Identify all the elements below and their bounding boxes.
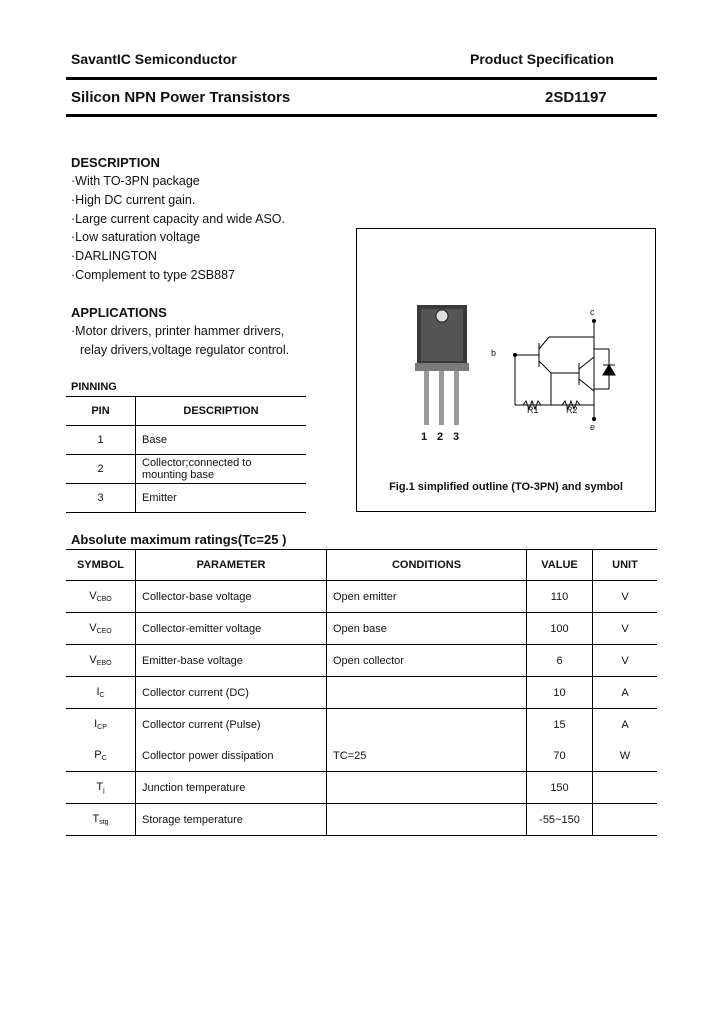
pinning-title: PINNING bbox=[71, 381, 117, 393]
symbol-subscript: stg bbox=[99, 819, 109, 826]
unit bbox=[593, 804, 658, 836]
parameter: Collector current (Pulse) bbox=[136, 709, 327, 741]
applications-title: APPLICATIONS bbox=[71, 305, 167, 320]
figure-caption: Fig.1 simplified outline (TO-3PN) and symbol bbox=[389, 481, 623, 493]
pinning-header-description: DESCRIPTION bbox=[136, 397, 307, 426]
symbol: I bbox=[96, 686, 100, 698]
unit: V bbox=[593, 613, 658, 645]
symbol: V bbox=[89, 654, 97, 666]
emitter-label: e bbox=[590, 422, 596, 432]
pin-description: Base bbox=[136, 426, 307, 455]
conditions: Open base bbox=[327, 613, 527, 645]
part-number: 2SD1197 bbox=[545, 89, 607, 106]
pin-number-2: 2 bbox=[437, 431, 444, 443]
table-row bbox=[66, 804, 657, 836]
symbol-subscript: CEO bbox=[96, 628, 112, 635]
pin-number: 2 bbox=[66, 455, 136, 484]
table-row bbox=[66, 677, 657, 709]
description-item: ·Complement to type 2SB887 bbox=[71, 267, 235, 282]
description-item: ·DARLINGTON bbox=[71, 249, 157, 264]
product-line: Silicon NPN Power Transistors bbox=[71, 89, 291, 106]
parameter: Collector-base voltage bbox=[136, 581, 327, 613]
value: 10 bbox=[527, 677, 593, 709]
header-symbol: SYMBOL bbox=[66, 550, 136, 581]
base-label: b bbox=[491, 348, 497, 358]
figure-box bbox=[356, 228, 656, 512]
value: 100 bbox=[527, 613, 593, 645]
value: 110 bbox=[527, 581, 593, 613]
package-lead bbox=[454, 371, 459, 425]
description-item: ·Low saturation voltage bbox=[71, 230, 201, 245]
symbol-subscript: j bbox=[103, 787, 105, 794]
table-row bbox=[66, 484, 306, 513]
table-row bbox=[66, 740, 657, 772]
header-rule-top bbox=[66, 77, 657, 80]
symbol-subscript: C bbox=[99, 692, 105, 699]
conditions: Open collector bbox=[327, 645, 527, 677]
conditions bbox=[327, 772, 527, 804]
parameter: Collector power dissipation bbox=[136, 740, 327, 772]
package-lead bbox=[424, 371, 429, 425]
unit: V bbox=[593, 645, 658, 677]
package-and-symbol-drawing bbox=[357, 229, 655, 511]
conditions: Open emitter bbox=[327, 581, 527, 613]
description-title: DESCRIPTION bbox=[71, 155, 160, 170]
ratings-table bbox=[66, 549, 657, 836]
pinning-header-pin: PIN bbox=[66, 397, 136, 426]
parameter: Collector-emitter voltage bbox=[136, 613, 327, 645]
r2-label: R2 bbox=[566, 405, 578, 415]
application-line: relay drivers,voltage regulator control. bbox=[80, 342, 290, 357]
header-unit: UNIT bbox=[593, 550, 658, 581]
symbol-subscript: CBO bbox=[96, 596, 112, 603]
parameter: Collector current (DC) bbox=[136, 677, 327, 709]
table-row bbox=[66, 645, 657, 677]
conditions bbox=[327, 677, 527, 709]
table-row bbox=[66, 581, 657, 613]
value: 15 bbox=[527, 709, 593, 741]
pinning-table bbox=[66, 396, 306, 513]
header-rule-bottom bbox=[66, 114, 657, 117]
header-conditions: CONDITIONS bbox=[327, 550, 527, 581]
symbol: V bbox=[89, 622, 97, 634]
pin-number-1: 1 bbox=[421, 431, 428, 443]
symbol-subscript: EBO bbox=[96, 660, 112, 667]
symbol: I bbox=[94, 718, 98, 730]
value: 150 bbox=[527, 772, 593, 804]
table-row bbox=[66, 426, 306, 455]
header-parameter: PARAMETER bbox=[136, 550, 327, 581]
symbol: T bbox=[96, 781, 104, 793]
parameter: Emitter-base voltage bbox=[136, 645, 327, 677]
table-row bbox=[66, 709, 657, 741]
conditions: TC=25 bbox=[327, 740, 527, 772]
unit: W bbox=[593, 740, 658, 772]
r1-label: R1 bbox=[527, 405, 539, 415]
description-list bbox=[71, 172, 285, 285]
symbol-subscript: CP bbox=[97, 724, 107, 731]
pinning-header-row bbox=[66, 397, 306, 426]
description-item: ·High DC current gain. bbox=[71, 192, 196, 207]
conditions bbox=[327, 804, 527, 836]
pin-description: Collector;connected to mounting base bbox=[136, 455, 307, 484]
collector-label: c bbox=[590, 307, 595, 317]
ratings-title: Absolute maximum ratings(Tc=25 ) bbox=[71, 532, 287, 547]
symbol: V bbox=[89, 590, 97, 602]
unit: V bbox=[593, 581, 658, 613]
parameter: Junction temperature bbox=[136, 772, 327, 804]
pin-number: 1 bbox=[66, 426, 136, 455]
spec-label: Product Specification bbox=[470, 51, 614, 67]
unit: A bbox=[593, 709, 658, 741]
application-line: ·Motor drivers, printer hammer drivers, bbox=[71, 324, 285, 338]
pin-description: Emitter bbox=[136, 484, 307, 513]
applications-list bbox=[71, 322, 289, 360]
description-item: ·With TO-3PN package bbox=[71, 174, 200, 188]
symbol: T bbox=[92, 813, 100, 825]
pin-number-3: 3 bbox=[453, 431, 460, 443]
package-lead bbox=[439, 371, 444, 425]
unit bbox=[593, 772, 658, 804]
parameter: Storage temperature bbox=[136, 804, 327, 836]
value: 6 bbox=[527, 645, 593, 677]
table-row bbox=[66, 455, 306, 484]
value: 70 bbox=[527, 740, 593, 772]
header-value: VALUE bbox=[527, 550, 593, 581]
pin-number: 3 bbox=[66, 484, 136, 513]
table-row bbox=[66, 613, 657, 645]
unit: A bbox=[593, 677, 658, 709]
company-name: SavantIC Semiconductor bbox=[71, 51, 237, 67]
description-item: ·Large current capacity and wide ASO. bbox=[71, 211, 286, 226]
conditions bbox=[327, 709, 527, 741]
symbol: P bbox=[94, 749, 102, 761]
value: -55~150 bbox=[527, 804, 593, 836]
table-row bbox=[66, 772, 657, 804]
symbol-subscript: C bbox=[101, 755, 107, 762]
ratings-header-row bbox=[66, 550, 657, 581]
